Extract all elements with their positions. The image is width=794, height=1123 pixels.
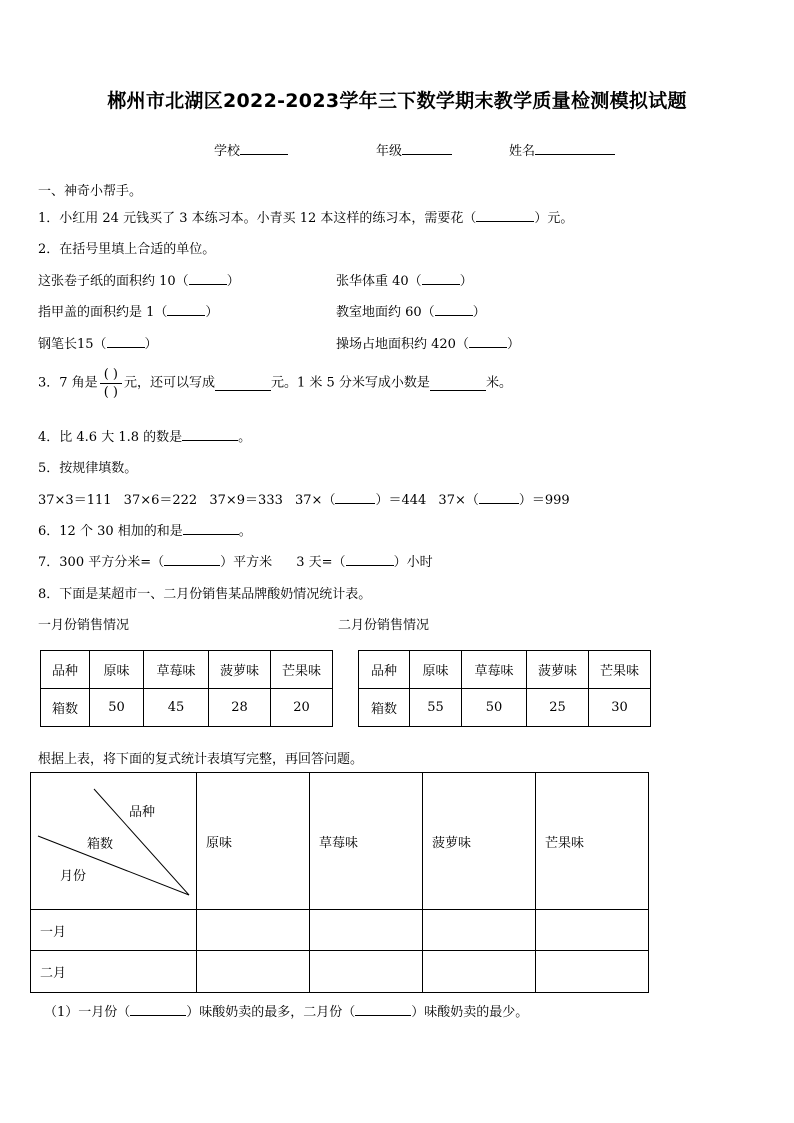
q5-equation: ）＝444 [375, 493, 427, 508]
question-6 [38, 520, 252, 539]
fraction-numerator: ( ) [100, 366, 122, 384]
answer-cell[interactable] [423, 951, 536, 993]
q8-sub1-text: （1）一月份（ [44, 1005, 131, 1020]
answer-cell[interactable] [310, 951, 423, 993]
q2-item-text: 操场占地面积约 420（ [336, 337, 469, 352]
q8-instruction: 根据上表，将下面的复式统计表填写完整，再回答问题。 [38, 752, 364, 767]
table-cell: 菠萝味 [527, 651, 589, 689]
q2-item-text: 钢笔长15（ [38, 337, 107, 352]
table-row [41, 651, 333, 689]
table-cell: 箱数 [41, 689, 90, 727]
q2-item [38, 301, 218, 320]
table-cell: 草莓味 [462, 651, 527, 689]
table-cell: 品种 [359, 651, 410, 689]
table-cell: 55 [410, 689, 462, 727]
answer-cell[interactable] [197, 951, 310, 993]
school-label: 学校 [214, 144, 241, 159]
q2-item-close: ） [226, 274, 240, 289]
q2-item [336, 333, 520, 352]
q2-item-text: 教室地面约 60（ [336, 305, 435, 320]
combined-stats-table [30, 772, 649, 993]
q3-text: 米。 [485, 375, 512, 391]
q6-end: 。 [238, 524, 252, 539]
table-row [31, 951, 649, 993]
answer-cell[interactable] [197, 910, 310, 951]
q2-item-close: ） [459, 274, 473, 289]
q2-blank[interactable] [167, 302, 205, 316]
q1-unit: ）元。 [534, 211, 574, 226]
q2-blank[interactable] [189, 271, 227, 285]
question-5-equations [38, 489, 570, 508]
q5-equation: 37×（ [438, 493, 479, 508]
q3-blank[interactable] [430, 377, 486, 391]
name-field [509, 140, 615, 159]
q4-end: 。 [238, 430, 252, 445]
answer-cell[interactable] [423, 910, 536, 951]
q3-text: 元，还可以写成 [123, 375, 215, 391]
question-2-stem: 2．在括号里填上合适的单位。 [38, 242, 216, 257]
q2-item-text: 指甲盖的面积约是 1（ [38, 305, 168, 320]
q5-blank[interactable] [335, 490, 375, 504]
jan-table-title: 一月份销售情况 [38, 618, 130, 633]
column-header: 菠萝味 [423, 773, 536, 910]
q2-blank[interactable] [435, 302, 473, 316]
q3-text: 元。1 米 5 分米写成小数是 [270, 375, 430, 391]
diagonal-header-cell [31, 773, 197, 910]
diag-label-variety: 品种 [129, 805, 156, 820]
diag-label-month: 月份 [60, 869, 87, 884]
q3-text: 3．7 角是 [38, 375, 98, 391]
q8-sub1-text: ）味酸奶卖的最多，二月份（ [186, 1005, 356, 1020]
q2-item-close: ） [144, 337, 158, 352]
q2-blank[interactable] [469, 334, 507, 348]
q3-blank[interactable] [215, 377, 271, 391]
table-cell: 28 [209, 689, 271, 727]
table-cell: 原味 [410, 651, 462, 689]
table-cell: 芒果味 [589, 651, 651, 689]
answer-cell[interactable] [536, 951, 649, 993]
q2-item [336, 270, 473, 289]
q6-text: 6．12 个 30 相加的和是 [38, 524, 183, 539]
section-heading: 一、神奇小帮手。 [38, 184, 143, 199]
table-cell: 50 [462, 689, 527, 727]
q4-blank[interactable] [182, 427, 238, 441]
q5-equation: 37×9＝333 [209, 493, 283, 508]
q2-item [336, 301, 486, 320]
q2-item-close: ） [506, 337, 520, 352]
grade-label: 年级 [376, 144, 403, 159]
question-7 [38, 551, 433, 570]
question-3 [38, 366, 512, 401]
q1-text: 1．小红用 24 元钱买了 3 本练习本。小青买 12 本这样的练习本，需要花（ [38, 211, 477, 226]
q8-sub1-text: ）味酸奶卖的最少。 [411, 1005, 529, 1020]
column-header: 原味 [197, 773, 310, 910]
table-cell: 原味 [90, 651, 144, 689]
q6-blank[interactable] [183, 521, 239, 535]
question-5-stem: 5．按规律填数。 [38, 461, 138, 476]
answer-cell[interactable] [310, 910, 423, 951]
q2-item [38, 270, 240, 289]
table-row [31, 910, 649, 951]
grade-field [376, 140, 452, 159]
diagonal-lines [31, 773, 196, 909]
q5-equation: ）＝999 [518, 493, 570, 508]
q4-text: 4．比 4.6 大 1.8 的数是 [38, 430, 183, 445]
column-header: 草莓味 [310, 773, 423, 910]
diag-label-boxes: 箱数 [87, 837, 114, 852]
jan-sales-table [40, 650, 333, 727]
q5-equation: 37×3＝111 [38, 493, 112, 508]
answer-cell[interactable] [536, 910, 649, 951]
q2-blank[interactable] [422, 271, 460, 285]
row-header: 二月 [31, 951, 197, 993]
table-cell: 20 [271, 689, 333, 727]
table-cell: 30 [589, 689, 651, 727]
q5-equation: 37×6＝222 [123, 493, 198, 508]
grade-blank[interactable] [402, 141, 452, 155]
feb-table-title: 二月份销售情况 [338, 618, 430, 633]
name-label: 姓名 [509, 144, 536, 159]
q2-item [38, 333, 158, 352]
row-header: 一月 [31, 910, 197, 951]
school-blank[interactable] [240, 141, 288, 155]
q8-sub1-blank[interactable] [355, 1002, 411, 1016]
q7-text: ）小时 [393, 555, 433, 570]
q2-item-text: 张华体重 40（ [336, 274, 422, 289]
table-row [359, 689, 651, 727]
table-cell: 菠萝味 [209, 651, 271, 689]
question-4 [38, 426, 251, 445]
question-8-stem: 8．下面是某超市一、二月份销售某品牌酸奶情况统计表。 [38, 587, 372, 602]
table-cell: 草莓味 [144, 651, 209, 689]
page-title: 郴州市北湖区2022-2023学年三下数学期末教学质量检测模拟试题 [107, 90, 687, 112]
table-cell: 箱数 [359, 689, 410, 727]
column-header: 芒果味 [536, 773, 649, 910]
fraction-blank[interactable] [100, 366, 122, 401]
q7-text: 7．300 平方分米=（ [38, 555, 165, 570]
q7-text: ）平方米 [220, 555, 273, 570]
q8-sub1-blank[interactable] [130, 1002, 186, 1016]
q7-blank[interactable] [164, 552, 220, 566]
fraction-denominator: ( ) [103, 385, 118, 400]
q2-item-close: ） [472, 305, 486, 320]
q5-equation: 37×（ [295, 493, 336, 508]
q2-blank[interactable] [107, 334, 145, 348]
table-cell: 品种 [41, 651, 90, 689]
q8-subquestion-1 [44, 1001, 528, 1020]
q7-blank[interactable] [346, 552, 394, 566]
table-row [41, 689, 333, 727]
question-1 [38, 207, 573, 226]
q7-text: 3 天=（ [296, 555, 346, 570]
q2-item-text: 这张卷子纸的面积约 10（ [38, 274, 189, 289]
table-cell: 45 [144, 689, 209, 727]
q2-item-close: ） [205, 305, 219, 320]
table-cell: 50 [90, 689, 144, 727]
feb-sales-table [358, 650, 651, 727]
table-cell: 25 [527, 689, 589, 727]
q1-blank[interactable] [476, 208, 534, 222]
school-field [214, 140, 288, 159]
table-row [359, 651, 651, 689]
table-cell: 芒果味 [271, 651, 333, 689]
table-row [31, 773, 649, 910]
q5-blank[interactable] [479, 490, 519, 504]
name-blank[interactable] [535, 141, 615, 155]
